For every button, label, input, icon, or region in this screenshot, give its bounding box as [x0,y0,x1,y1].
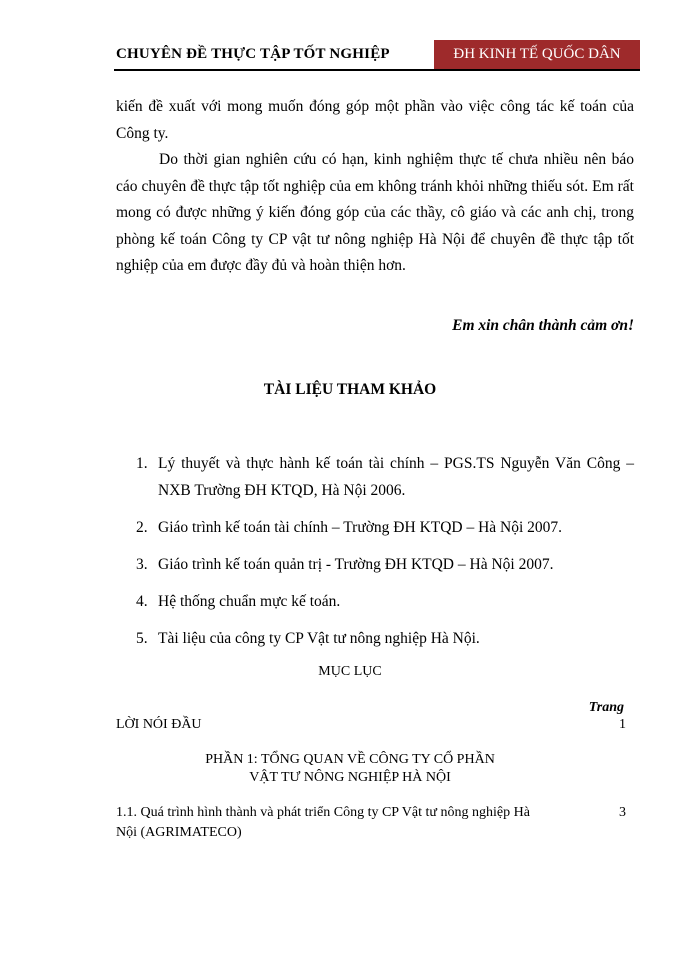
toc-entry-1-1 [116,803,626,843]
toc-entry-intro [116,717,626,733]
references-title: TÀI LIỆU THAM KHẢO [263,381,437,398]
reference-item [116,450,634,504]
paragraph-continuation: kiến đề xuất với mong muốn đóng góp một phần vào việc công tác kế toán của Công ty. [116,98,634,142]
reference-text: Lý thuyết và thực hành kế toán tài chính – PGS.TS Nguyễn Văn Công – NXB Trường ĐH KTQD, Hà Nội 2006. [158,455,634,499]
reference-item [116,551,634,578]
reference-item [116,514,634,541]
reference-item [116,588,634,615]
toc-part-heading [0,751,700,787]
reference-number: 5. [136,630,148,647]
references-list [116,450,634,662]
reference-text: Tài liệu của công ty CP Vật tư nông nghiệp Hà Nội. [158,630,480,647]
toc-entry-text: 1.1. Quá trình hình thành và phát triển Công ty CP Vật tư nông nghiệp Hà Nội (AGRIMATECO) [116,805,530,840]
reference-number: 1. [136,455,148,472]
toc-entry-page: 3 [619,805,626,820]
reference-item [116,625,634,652]
toc-part-line-1: PHẦN 1: TỔNG QUAN VỀ CÔNG TY CỔ PHẦN [205,752,495,767]
reference-text: Giáo trình kế toán tài chính – Trường ĐH KTQD – Hà Nội 2007. [158,519,563,536]
reference-number: 3. [136,556,148,573]
header-university-badge: ĐH KINH TẾ QUỐC DÂN [434,40,640,69]
toc-entry-text: LỜI NÓI ĐẦU [116,717,202,732]
reference-text: Giáo trình kế toán quản trị - Trường ĐH KTQD – Hà Nội 2007. [158,556,554,573]
reference-text: Hệ thống chuẩn mực kế toán. [158,593,341,610]
thanks-line: Em xin chân thành cảm ơn! [452,317,634,334]
paragraph-closing: Do thời gian nghiên cứu có hạn, kinh nghiệm thực tế chưa nhiều nên báo cáo chuyên đề thực tập tốt nghiệp của em không tránh khỏi những thiếu sót. Em rất mong có được những ý kiến đóng góp của các thầy, cô giáo và các anh chị, trong phòng kế toán Công ty CP vật tư nông nghiệp Hà Nội để chuyên đề thực tập tốt nghiệp của em được đầy đủ và hoàn thiện hơn. [116,151,634,274]
page-header [114,40,640,71]
toc-entry-page: 1 [619,717,626,732]
toc-page-label: Trang [588,700,624,715]
toc-title: MỤC LỤC [318,664,382,679]
reference-number: 2. [136,519,148,536]
reference-number: 4. [136,593,148,610]
toc-part-line-2: VẬT TƯ NÔNG NGHIỆP HÀ NỘI [249,770,451,785]
header-title: CHUYÊN ĐỀ THỰC TẬP TỐT NGHIỆP [116,46,390,62]
